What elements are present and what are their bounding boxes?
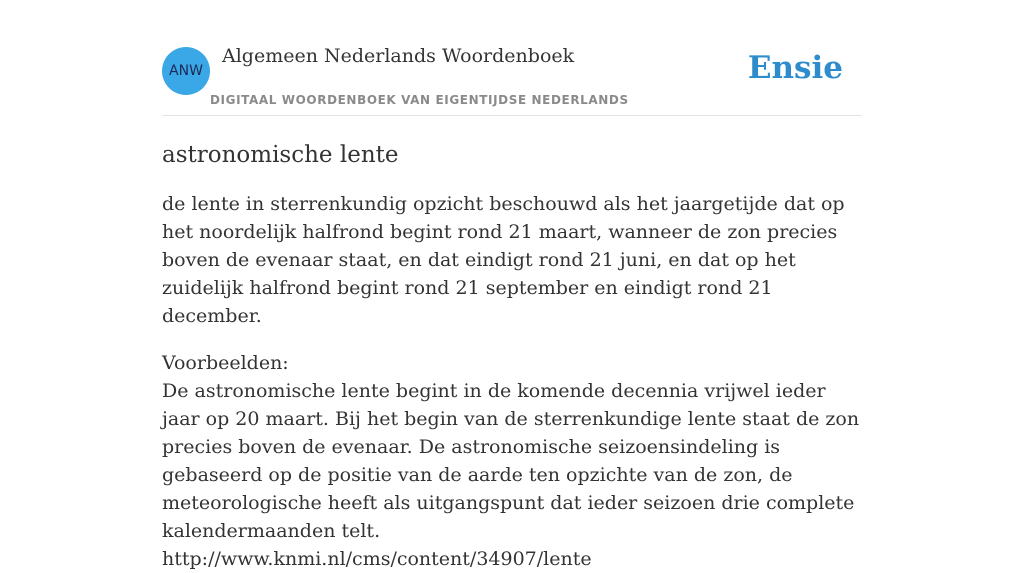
example-text: De astronomische lente begint in de komende decennia vrijwel ieder jaar op 20 maart. Bij het begin van de sterrenkundige lente staat de zon precies boven de evenaar. De astronomische seizoensindeling is gebaseerd op de positie van de aarde ten opzichte van de zon, de meteorologische heeft als uitgangspunt dat ieder seizoen drie complete kalendermaanden telt. [162,380,860,542]
entry-content [162,138,862,573]
site-subtitle: DIGITAAL WOORDENBOEK VAN EIGENTIJDSE NEDERLANDS [210,93,629,107]
examples-heading: Voorbeelden: [162,352,289,374]
site-title[interactable]: Algemeen Nederlands Woordenboek [222,45,575,67]
anw-logo[interactable]: ANW [162,47,210,95]
entry-term: astronomische lente [162,142,399,168]
examples-section [162,349,862,573]
site-header [162,0,862,116]
example-source-link[interactable]: http://www.knmi.nl/cms/content/34907/lente [162,548,592,570]
entry-definition: de lente in sterrenkundig opzicht beschouwd als het jaargetijde dat op het noordelijk halfrond begint rond 21 maart, wanneer de zon precies boven de evenaar staat, en dat eindigt rond 21 juni, en dat op het zuidelijk halfrond begint rond 21 september en eindigt rond 21 december. [162,193,845,327]
ensie-brand-logo[interactable]: Ensie [747,50,843,86]
